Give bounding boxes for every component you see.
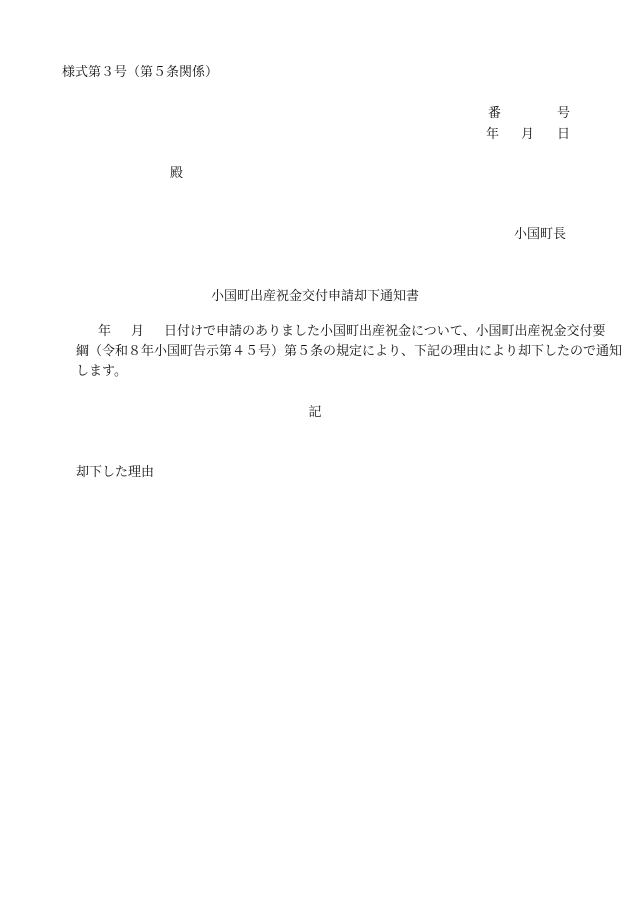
body-line-1-text: 日付けで申請のありました小国町出産祝金について、小国町出産祝金交付要 <box>164 324 606 339</box>
date-year-label: 年 <box>486 127 500 142</box>
body-line-2: 綱（令和８年小国町告示第４５号）第５条の規定により、下記の理由により却下したので通知 <box>76 344 623 359</box>
ki-heading: 記 <box>308 405 322 420</box>
date-month-label: 月 <box>521 127 535 142</box>
document-title: 小国町出産祝金交付申請却下通知書 <box>210 289 419 304</box>
body-date-year: 年 <box>98 324 112 339</box>
body-line-3: します。 <box>76 364 127 379</box>
addressee-honorific: 殿 <box>170 166 184 181</box>
body-paragraph <box>76 322 623 382</box>
body-date-month: 月 <box>131 324 145 339</box>
body-line-1 <box>76 322 606 342</box>
date-day-label: 日 <box>557 127 571 142</box>
document-number-label: 番 <box>488 106 502 121</box>
form-number: 様式第３号（第５条関係） <box>62 65 219 80</box>
sender-name: 小国町長 <box>513 227 566 242</box>
document-number-suffix: 号 <box>557 106 571 121</box>
rejection-reason-label: 却下した理由 <box>76 465 155 480</box>
